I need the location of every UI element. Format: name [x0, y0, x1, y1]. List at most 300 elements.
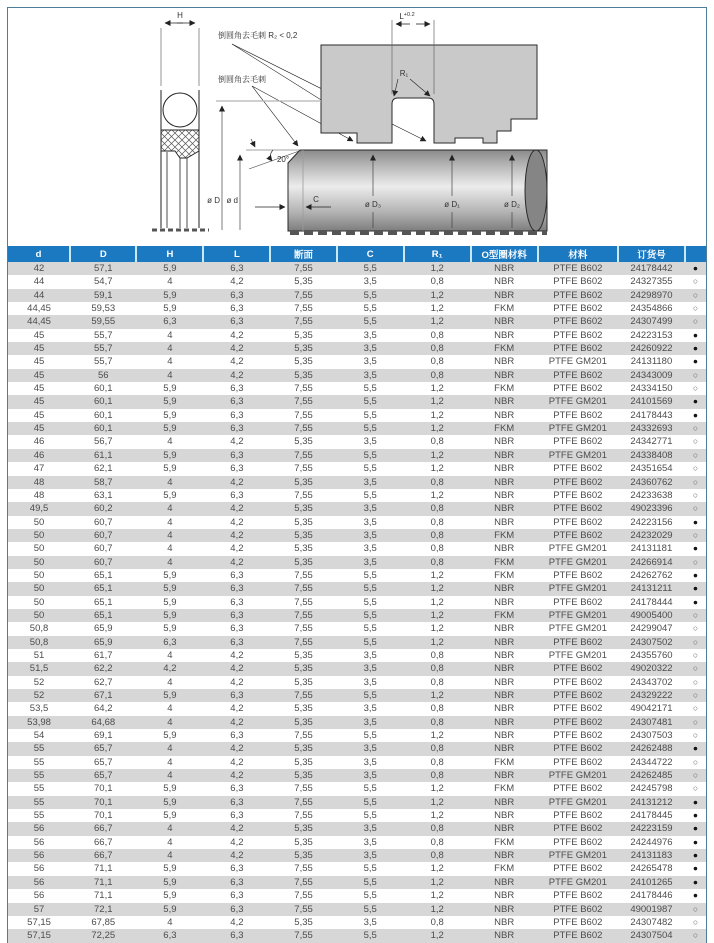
table-row: [8, 542, 706, 555]
table-cell: 5,9: [163, 876, 177, 888]
table-cell: PTFE B602: [553, 463, 603, 475]
table-cell: 3,5: [363, 770, 377, 782]
table-cell: 5,35: [294, 369, 313, 381]
table-cell: 24343702: [630, 676, 673, 688]
table-cell: 24131183: [630, 850, 673, 862]
table-cell: 5,35: [294, 743, 313, 755]
table-cell: PTFE B602: [553, 743, 603, 755]
table-row: [8, 662, 706, 675]
table-cell: NBR: [494, 436, 515, 448]
table-cell: 65,1: [94, 583, 113, 595]
table-cell: PTFE GM201: [548, 556, 607, 568]
filled-dot-icon: ●: [692, 343, 699, 354]
table-cell: 0,8: [430, 663, 444, 675]
availability-cell: [685, 382, 706, 395]
table-cell: 5,35: [294, 676, 313, 688]
table-cell: 5,5: [363, 783, 377, 795]
table-cell: 55: [33, 783, 45, 795]
table-cell: 56: [33, 850, 45, 862]
table-cell: PTFE GM201: [548, 583, 607, 595]
table-cell: 1,2: [430, 289, 444, 301]
table-cell: 6,3: [230, 730, 244, 742]
availability-cell: [685, 836, 706, 849]
table-row: [8, 409, 706, 422]
table-cell: 65,1: [94, 569, 113, 581]
table-cell: NBR: [494, 489, 515, 501]
filled-dot-icon: ●: [692, 409, 699, 420]
table-cell: 24223153: [630, 329, 673, 341]
table-row: [8, 476, 706, 489]
table-cell: 3,5: [363, 356, 377, 368]
table-cell: 5,9: [163, 449, 177, 461]
table-cell: 3,5: [363, 916, 377, 928]
availability-cell: [685, 729, 706, 742]
table-cell: 6,3: [230, 396, 244, 408]
availability-cell: [685, 622, 706, 635]
table-cell: 60,1: [94, 396, 113, 408]
table-cell: 4,2: [230, 476, 244, 488]
table-cell: 5,9: [163, 903, 177, 915]
table-cell: 5,5: [363, 810, 377, 822]
table-cell: 48: [33, 489, 45, 501]
table-cell: 1,2: [430, 810, 444, 822]
table-cell: 7,55: [294, 796, 313, 808]
table-cell: 5,5: [363, 636, 377, 648]
table-cell: 57,1: [94, 263, 113, 274]
table-row: [8, 809, 706, 822]
table-cell: 5,35: [294, 476, 313, 488]
table-cell: 4,2: [230, 916, 244, 928]
column-header: d: [8, 246, 70, 262]
table-cell: PTFE B602: [553, 903, 603, 915]
table-cell: 50: [33, 609, 45, 621]
table-row: [8, 916, 706, 929]
table-cell: 3,5: [363, 850, 377, 862]
table-cell: 6,3: [230, 409, 244, 421]
table-cell: PTFE B602: [553, 823, 603, 835]
table-cell: NBR: [494, 649, 515, 661]
table-cell: 1,2: [430, 690, 444, 701]
availability-cell: [685, 889, 706, 902]
table-cell: 3,5: [363, 663, 377, 675]
table-cell: 4,2: [230, 529, 244, 541]
table-cell: 4: [167, 703, 173, 715]
open-dot-icon: ○: [692, 903, 699, 914]
table-cell: NBR: [494, 796, 515, 808]
table-cell: 24262485: [630, 770, 673, 782]
table-cell: 5,35: [294, 850, 313, 862]
availability-cell: [685, 542, 706, 555]
column-header: 断面: [270, 246, 336, 262]
table-cell: 45: [33, 383, 45, 395]
availability-cell: [685, 502, 706, 515]
table-cell: 49020322: [630, 663, 673, 675]
table-cell: 61,7: [94, 649, 113, 661]
table-cell: 4,2: [230, 649, 244, 661]
table-cell: 7,55: [294, 303, 313, 315]
table-row: [8, 636, 706, 649]
table-cell: 7,55: [294, 623, 313, 635]
table-cell: 7,55: [294, 383, 313, 395]
table-cell: 65,9: [94, 636, 113, 648]
table-cell: 60,7: [94, 516, 113, 528]
table-cell: PTFE GM201: [548, 649, 607, 661]
availability-cell: [685, 489, 706, 502]
table-cell: PTFE B602: [553, 383, 603, 395]
table-cell: 1,2: [430, 796, 444, 808]
table-cell: 7,55: [294, 569, 313, 581]
rod-diameter-label: ø d: [226, 196, 238, 205]
table-cell: 59,53: [91, 303, 116, 315]
table-cell: 60,1: [94, 409, 113, 421]
table-cell: 4: [167, 543, 173, 555]
open-dot-icon: ○: [692, 476, 699, 487]
table-cell: 5,9: [163, 583, 177, 595]
table-row: [8, 502, 706, 515]
open-dot-icon: ○: [692, 436, 699, 447]
table-cell: 5,35: [294, 276, 313, 288]
table-cell: 55,7: [94, 356, 113, 368]
table-cell: 1,2: [430, 423, 444, 435]
table-cell: 52: [33, 676, 45, 688]
table-cell: 5,5: [363, 596, 377, 608]
availability-cell: [685, 876, 706, 889]
table-cell: 3,5: [363, 703, 377, 715]
table-cell: 4: [167, 916, 173, 928]
availability-cell: [685, 609, 706, 622]
table-cell: 7,55: [294, 583, 313, 595]
table-cell: NBR: [494, 930, 515, 942]
table-row: [8, 262, 706, 275]
table-cell: 24344722: [630, 756, 673, 768]
table-cell: 56: [33, 823, 45, 835]
table-cell: 24178444: [630, 596, 673, 608]
table-cell: 24232029: [630, 529, 673, 541]
table-cell: 4: [167, 436, 173, 448]
availability-cell: [685, 409, 706, 422]
open-dot-icon: ○: [692, 703, 699, 714]
table-cell: 7,55: [294, 263, 313, 274]
table-cell: 50: [33, 583, 45, 595]
table-cell: 24342771: [630, 436, 673, 448]
open-dot-icon: ○: [692, 276, 699, 287]
table-cell: 6,3: [230, 449, 244, 461]
table-cell: 61,1: [94, 449, 113, 461]
table-cell: 45: [33, 329, 45, 341]
table-cell: NBR: [494, 409, 515, 421]
table-cell: 7,55: [294, 409, 313, 421]
table-cell: 5,35: [294, 556, 313, 568]
table-cell: 5,9: [163, 863, 177, 875]
table-row: [8, 302, 706, 315]
table-cell: 5,35: [294, 823, 313, 835]
table-cell: 4: [167, 649, 173, 661]
table-cell: PTFE B602: [553, 316, 603, 328]
table-cell: NBR: [494, 730, 515, 742]
table-cell: 5,35: [294, 356, 313, 368]
open-dot-icon: ○: [692, 383, 699, 394]
table-row: [8, 836, 706, 849]
table-cell: 5,5: [363, 489, 377, 501]
table-cell: 5,35: [294, 503, 313, 515]
availability-cell: [685, 796, 706, 809]
table-cell: 24307503: [630, 730, 673, 742]
table-cell: 0,8: [430, 649, 444, 661]
table-cell: 24131180: [630, 356, 673, 368]
table-cell: PTFE B602: [553, 863, 603, 875]
table-cell: 24265478: [630, 863, 673, 875]
availability-cell: [685, 702, 706, 715]
table-cell: 66,7: [94, 850, 113, 862]
table-cell: 5,5: [363, 383, 377, 395]
table-cell: 7,55: [294, 423, 313, 435]
table-row: [8, 756, 706, 769]
table-cell: NBR: [494, 703, 515, 715]
table-row: [8, 435, 706, 448]
table-cell: FKM: [494, 383, 515, 395]
column-header: C: [337, 246, 404, 262]
table-cell: 5,5: [363, 396, 377, 408]
availability-cell: [685, 809, 706, 822]
table-cell: 5,35: [294, 836, 313, 848]
table-cell: 0,8: [430, 836, 444, 848]
open-dot-icon: ○: [692, 289, 699, 300]
table-cell: 24329222: [630, 690, 673, 701]
table-cell: 63,1: [94, 489, 113, 501]
table-cell: 6,3: [230, 423, 244, 435]
table-cell: 6,3: [163, 316, 177, 328]
table-cell: PTFE B602: [553, 476, 603, 488]
table-cell: FKM: [494, 529, 515, 541]
table-cell: 24351654: [630, 463, 673, 475]
filled-dot-icon: ●: [692, 329, 699, 340]
table-cell: NBR: [494, 890, 515, 902]
table-cell: 4: [167, 836, 173, 848]
table-cell: 71,1: [94, 863, 113, 875]
table-cell: NBR: [494, 876, 515, 888]
table-row: [8, 422, 706, 435]
table-cell: 4: [167, 369, 173, 381]
table-cell: PTFE B602: [553, 703, 603, 715]
filled-dot-icon: ●: [692, 850, 699, 861]
table-cell: 7,55: [294, 636, 313, 648]
table-cell: 60,2: [94, 503, 113, 515]
table-cell: 0,8: [430, 703, 444, 715]
table-cell: 57,15: [27, 916, 51, 928]
table-cell: 4,2: [230, 716, 244, 728]
table-cell: 5,5: [363, 796, 377, 808]
table-cell: 5,9: [163, 569, 177, 581]
table-cell: NBR: [494, 516, 515, 528]
table-cell: PTFE B602: [553, 343, 603, 355]
availability-cell: [685, 636, 706, 649]
table-row: [8, 903, 706, 916]
table-cell: PTFE B602: [553, 756, 603, 768]
availability-cell: [685, 342, 706, 355]
table-cell: 6,3: [230, 890, 244, 902]
table-cell: 65,1: [94, 609, 113, 621]
table-cell: 5,9: [163, 890, 177, 902]
table-cell: 4: [167, 276, 173, 288]
table-cell: 5,5: [363, 289, 377, 301]
table-cell: 0,8: [430, 743, 444, 755]
table-cell: 24131212: [630, 796, 673, 808]
c-dimension-label: C: [313, 195, 319, 204]
table-cell: 4: [167, 329, 173, 341]
table-cell: 67,1: [94, 690, 113, 701]
table-cell: 24223159: [630, 823, 673, 835]
table-cell: 4,2: [230, 343, 244, 355]
table-cell: 24307499: [630, 316, 673, 328]
table-cell: 5,9: [163, 263, 177, 274]
table-cell: 5,5: [363, 263, 377, 274]
table-cell: PTFE B602: [553, 783, 603, 795]
table-cell: NBR: [494, 916, 515, 928]
table-row: [8, 529, 706, 542]
table-cell: NBR: [494, 716, 515, 728]
table-cell: NBR: [494, 449, 515, 461]
table-cell: 45: [33, 423, 45, 435]
table-row: [8, 822, 706, 835]
table-cell: 5,35: [294, 703, 313, 715]
table-cell: 0,8: [430, 516, 444, 528]
table-cell: 56,7: [94, 436, 113, 448]
table-cell: 65,1: [94, 596, 113, 608]
table-cell: 55,7: [94, 343, 113, 355]
availability-cell: [685, 916, 706, 929]
open-dot-icon: ○: [692, 556, 699, 567]
table-cell: 44: [33, 289, 45, 301]
table-cell: 5,35: [294, 529, 313, 541]
open-dot-icon: ○: [692, 690, 699, 700]
rod-end: [525, 150, 547, 231]
column-header: O型圈材料: [471, 246, 538, 262]
table-cell: 6,3: [230, 796, 244, 808]
open-dot-icon: ○: [692, 930, 699, 941]
filled-dot-icon: ●: [692, 396, 699, 407]
column-header: 订货号: [618, 246, 685, 262]
table-row: [8, 782, 706, 795]
table-cell: 4: [167, 743, 173, 755]
filled-dot-icon: ●: [692, 823, 699, 834]
table-cell: 24178445: [630, 810, 673, 822]
table-cell: 4,2: [230, 836, 244, 848]
table-row: [8, 355, 706, 368]
table-cell: 24262488: [630, 743, 673, 755]
table-cell: 3,5: [363, 756, 377, 768]
open-dot-icon: ○: [692, 716, 699, 727]
table-cell: 0,8: [430, 823, 444, 835]
table-cell: 24307502: [630, 636, 673, 648]
seal-cross-section: [152, 11, 209, 230]
availability-cell: [685, 302, 706, 315]
table-cell: 50: [33, 569, 45, 581]
table-cell: 4: [167, 850, 173, 862]
table-cell: 24354866: [630, 303, 673, 315]
table-cell: PTFE B602: [553, 436, 603, 448]
table-cell: 5,5: [363, 903, 377, 915]
table-cell: 1,2: [430, 903, 444, 915]
table-cell: 1,2: [430, 930, 444, 942]
table-cell: 55: [33, 796, 45, 808]
table-cell: 65,9: [94, 623, 113, 635]
rod: [288, 150, 547, 233]
table-cell: 4,2: [230, 850, 244, 862]
table-row: [8, 582, 706, 595]
table-cell: 50: [33, 596, 45, 608]
table-cell: 5,5: [363, 303, 377, 315]
availability-cell: [685, 849, 706, 862]
table-row: [8, 649, 706, 662]
availability-cell: [685, 689, 706, 702]
open-dot-icon: ○: [692, 316, 699, 327]
table-cell: 45: [33, 356, 45, 368]
table-cell: 62,7: [94, 676, 113, 688]
table-cell: 3,5: [363, 823, 377, 835]
table-cell: 46: [33, 436, 45, 448]
table-cell: 5,5: [363, 623, 377, 635]
table-cell: 4: [167, 356, 173, 368]
table-cell: 1,2: [430, 596, 444, 608]
table-cell: 3,5: [363, 276, 377, 288]
table-cell: PTFE GM201: [548, 449, 607, 461]
availability-cell: [685, 289, 706, 302]
column-header: 材料: [538, 246, 618, 262]
open-dot-icon: ○: [692, 730, 699, 741]
table-cell: 4: [167, 516, 173, 528]
table-cell: 51,5: [29, 663, 49, 675]
table-cell: PTFE B602: [553, 930, 603, 942]
availability-cell: [685, 769, 706, 782]
o-ring: [163, 93, 197, 127]
open-dot-icon: ○: [692, 756, 699, 767]
table-row: [8, 516, 706, 529]
table-cell: 5,35: [294, 343, 313, 355]
table-cell: 6,3: [230, 303, 244, 315]
table-cell: 44,45: [27, 316, 51, 328]
table-cell: 24327355: [630, 276, 673, 288]
table-cell: PTFE B602: [553, 663, 603, 675]
table-cell: 3,5: [363, 516, 377, 528]
table-cell: 7,55: [294, 903, 313, 915]
table-cell: 7,55: [294, 289, 313, 301]
table-cell: NBR: [494, 663, 515, 675]
table-cell: 1,2: [430, 463, 444, 475]
availability-cell: [685, 742, 706, 755]
filled-dot-icon: ●: [692, 876, 699, 887]
table-row: [8, 489, 706, 502]
table-header-row: [8, 246, 706, 262]
table-cell: 3,5: [363, 329, 377, 341]
table-cell: 3,5: [363, 676, 377, 688]
table-cell: 5,5: [363, 876, 377, 888]
table-cell: 45: [33, 396, 45, 408]
table-cell: 59,55: [91, 316, 116, 328]
availability-cell: [685, 903, 706, 916]
table-cell: 4,2: [230, 503, 244, 515]
table-cell: 1,2: [430, 609, 444, 621]
column-header-empty: [685, 246, 706, 262]
table-cell: NBR: [494, 503, 515, 515]
table-cell: 24343009: [630, 369, 673, 381]
table-cell: 24334150: [630, 383, 673, 395]
table-row: [8, 716, 706, 729]
table-cell: 3,5: [363, 836, 377, 848]
table-cell: 1,2: [430, 890, 444, 902]
table-cell: 4,2: [230, 703, 244, 715]
availability-cell: [685, 649, 706, 662]
table-cell: 49005400: [630, 609, 673, 621]
